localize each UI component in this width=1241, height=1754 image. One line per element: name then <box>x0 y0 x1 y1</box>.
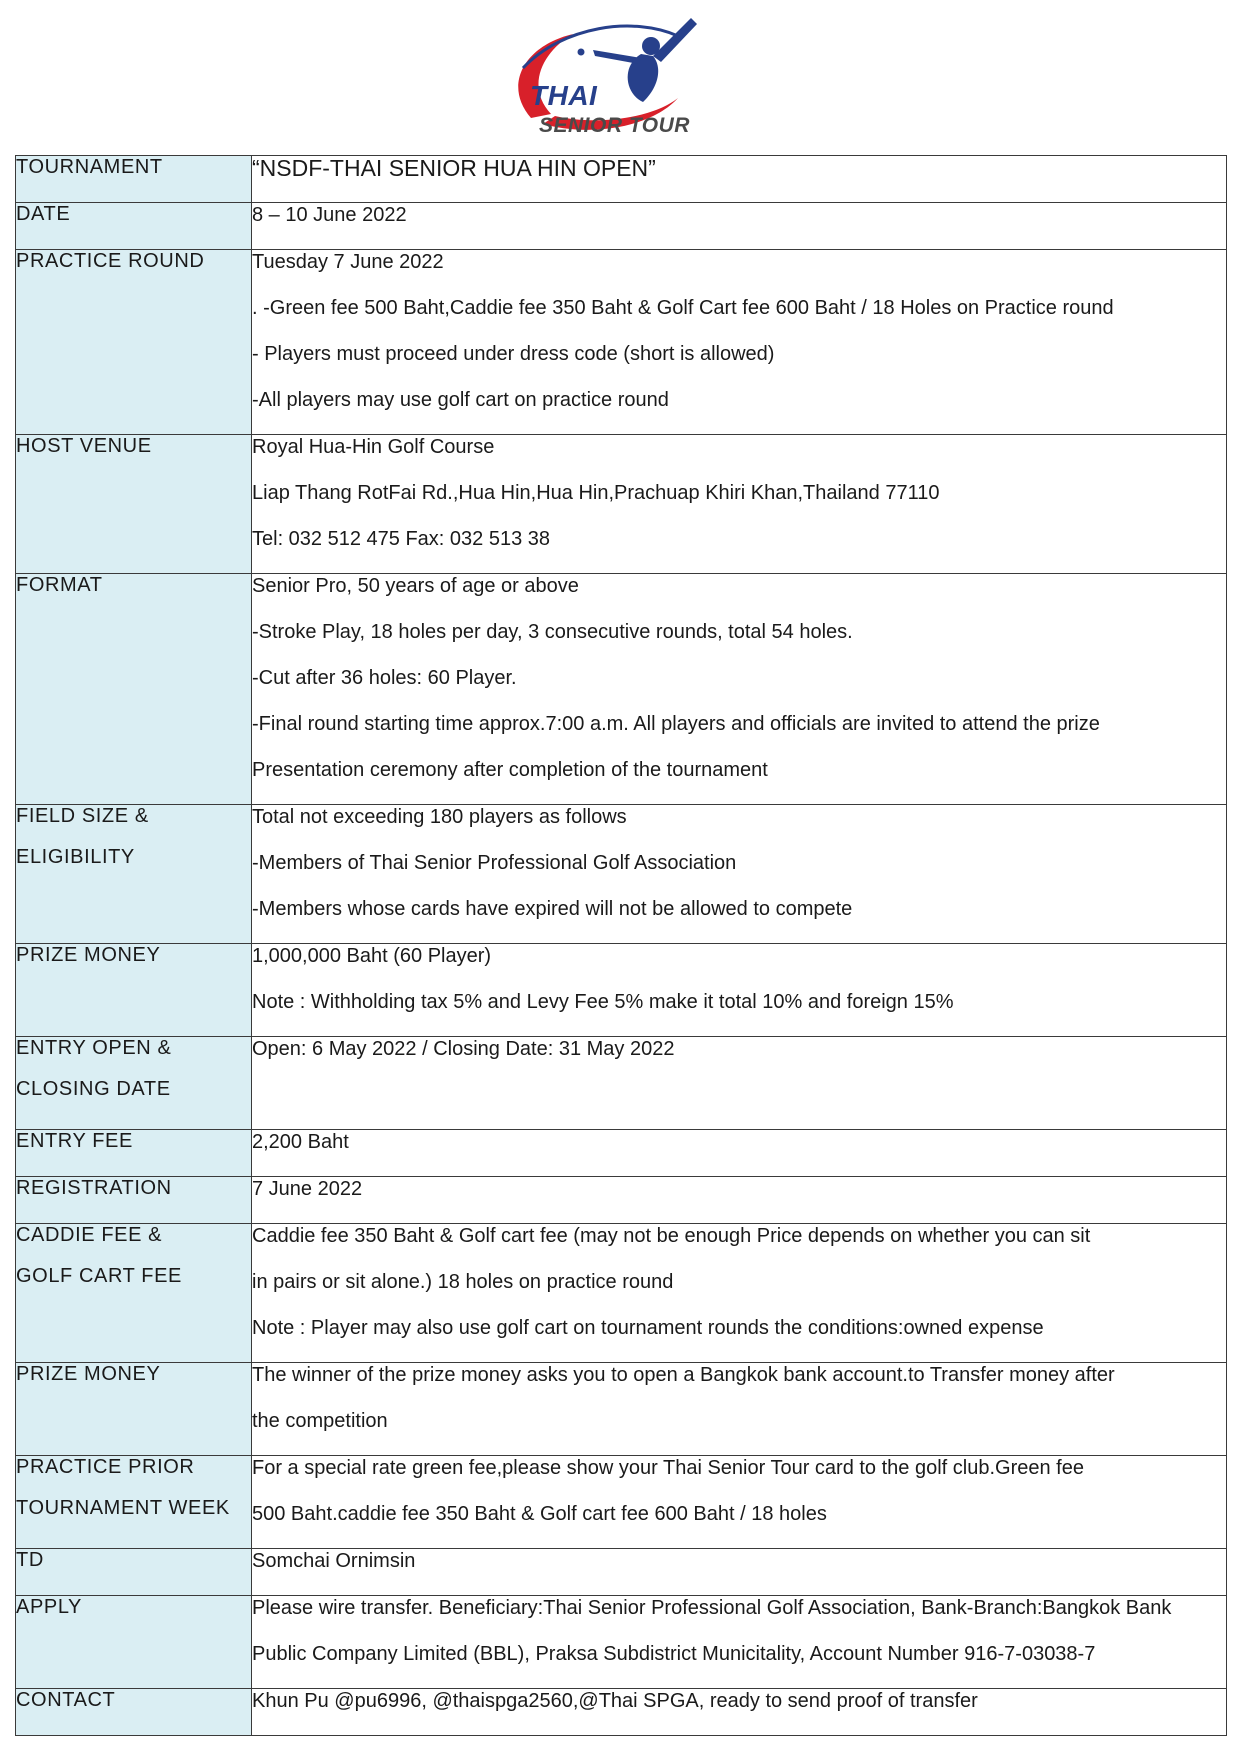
row-value-line: the competition <box>252 1410 388 1432</box>
row-value-line: Khun Pu @pu6996, @thaispga2560,@Thai SPGA, ready to send proof of transfer <box>252 1690 978 1712</box>
row-value-line: Caddie fee 350 Baht & Golf cart fee (may not be enough Price depends on whether you can sit <box>252 1225 1091 1247</box>
row-label <box>16 944 252 1037</box>
info-row <box>16 574 1227 805</box>
row-label <box>16 1177 252 1224</box>
row-value-line: The winner of the prize money asks you to open a Bangkok bank account.to Transfer money after <box>252 1364 1115 1386</box>
row-value <box>252 203 1227 250</box>
row-value <box>252 1456 1227 1549</box>
row-value <box>252 156 1227 203</box>
row-label <box>16 250 252 435</box>
row-value-line: 7 June 2022 <box>252 1178 363 1200</box>
logo-text-senior-tour: SENIOR TOUR <box>539 114 690 137</box>
info-row <box>16 1456 1227 1549</box>
row-value-line: Senior Pro, 50 years of age or above <box>252 575 579 597</box>
row-value-line: Total not exceeding 180 players as follows <box>252 806 627 828</box>
row-value <box>252 1689 1227 1736</box>
row-value <box>252 435 1227 574</box>
row-value-line: Liap Thang RotFai Rd.,Hua Hin,Hua Hin,Prachuap Khiri Khan,Thailand 77110 <box>252 482 940 504</box>
row-label-text: PRIZE MONEY <box>16 944 161 966</box>
row-label <box>16 1037 252 1130</box>
row-value-line: -Final round starting time approx.7:00 a.m. All players and officials are invited to attend the prize <box>252 713 1100 735</box>
row-label <box>16 435 252 574</box>
info-row <box>16 250 1227 435</box>
logo-text-thai: THAI <box>530 80 598 111</box>
row-label-text: FORMAT <box>16 574 103 596</box>
row-label <box>16 1549 252 1596</box>
row-value-line: Please wire transfer. Beneficiary:Thai Senior Professional Golf Association, Bank-Branch:Bangkok Bank <box>252 1597 1172 1619</box>
row-value-line: “NSDF-THAI SENIOR HUA HIN OPEN” <box>252 156 656 181</box>
info-row <box>16 1596 1227 1689</box>
row-value-line: For a special rate green fee,please show your Thai Senior Tour card to the golf club.Green fee <box>252 1457 1084 1479</box>
row-label <box>16 805 252 944</box>
tournament-info-table <box>15 155 1227 1736</box>
row-label-text: ENTRY FEE <box>16 1130 133 1152</box>
row-label <box>16 1456 252 1549</box>
row-value <box>252 1549 1227 1596</box>
row-label-text: PRIZE MONEY <box>16 1363 161 1385</box>
row-label-text: TOURNAMENT <box>16 156 163 178</box>
row-value <box>252 944 1227 1037</box>
row-label-text: CLOSING DATE <box>16 1078 171 1100</box>
info-row <box>16 944 1227 1037</box>
row-label-text: CONTACT <box>16 1689 116 1711</box>
row-value-line: 8 – 10 June 2022 <box>252 204 407 226</box>
row-value-line: 1,000,000 Baht (60 Player) <box>252 945 492 967</box>
row-value-line: Royal Hua-Hin Golf Course <box>252 436 495 458</box>
row-value-line: . -Green fee 500 Baht,Caddie fee 350 Baht & Golf Cart fee 600 Baht / 18 Holes on Practice round <box>252 297 1114 319</box>
row-label <box>16 1689 252 1736</box>
row-value-line: -Members of Thai Senior Professional Golf Association <box>252 852 737 874</box>
info-row <box>16 1130 1227 1177</box>
row-label <box>16 1224 252 1363</box>
row-label-text: HOST VENUE <box>16 435 152 457</box>
info-row <box>16 156 1227 203</box>
row-label-text: TOURNAMENT WEEK <box>16 1497 230 1519</box>
row-value <box>252 1130 1227 1177</box>
row-value-line: Note : Player may also use golf cart on tournament rounds the conditions:owned expense <box>252 1317 1044 1339</box>
info-row <box>16 805 1227 944</box>
row-value-line: -Cut after 36 holes: 60 Player. <box>252 667 517 689</box>
row-label-text: REGISTRATION <box>16 1177 172 1199</box>
row-value <box>252 1177 1227 1224</box>
row-label-text: ENTRY OPEN & <box>16 1037 172 1059</box>
row-value <box>252 1596 1227 1689</box>
row-value <box>252 574 1227 805</box>
row-label-text: DATE <box>16 203 71 225</box>
row-label <box>16 156 252 203</box>
row-label-text: PRACTICE ROUND <box>16 250 205 272</box>
row-value <box>252 1363 1227 1456</box>
row-label-text: FIELD SIZE & <box>16 805 149 827</box>
row-value-line: -Members whose cards have expired will not be allowed to compete <box>252 898 853 920</box>
row-label-text: TD <box>16 1549 44 1571</box>
row-label <box>16 1130 252 1177</box>
row-value-line: Tuesday 7 June 2022 <box>252 251 444 273</box>
row-label-text: APPLY <box>16 1596 82 1618</box>
info-row <box>16 435 1227 574</box>
info-row <box>16 1363 1227 1456</box>
row-label <box>16 203 252 250</box>
row-value-line: Somchai Ornimsin <box>252 1550 416 1572</box>
row-value <box>252 250 1227 435</box>
row-label <box>16 1596 252 1689</box>
row-value-line: in pairs or sit alone.) 18 holes on practice round <box>252 1271 674 1293</box>
row-value <box>252 805 1227 944</box>
row-label <box>16 574 252 805</box>
row-value-line: -All players may use golf cart on practice round <box>252 389 669 411</box>
info-row <box>16 1177 1227 1224</box>
row-value-line: -Stroke Play, 18 holes per day, 3 consecutive rounds, total 54 holes. <box>252 621 853 643</box>
row-label-text: GOLF CART FEE <box>16 1265 182 1287</box>
row-value-line: Open: 6 May 2022 / Closing Date: 31 May 2022 <box>252 1038 675 1060</box>
info-row <box>16 1037 1227 1130</box>
row-label-text: PRACTICE PRIOR <box>16 1456 195 1478</box>
row-value-line: 500 Baht.caddie fee 350 Baht & Golf cart fee 600 Baht / 18 holes <box>252 1503 827 1525</box>
row-value-line: Presentation ceremony after completion of the tournament <box>252 759 768 781</box>
row-label-text: ELIGIBILITY <box>16 846 135 868</box>
row-label-text: CADDIE FEE & <box>16 1224 163 1246</box>
row-value-line: 2,200 Baht <box>252 1131 349 1153</box>
info-row <box>16 203 1227 250</box>
row-value-line <box>252 1083 1226 1129</box>
info-row <box>16 1689 1227 1736</box>
row-value-line: Public Company Limited (BBL), Praksa Subdistrict Municitality, Account Number 916-7-03038-7 <box>252 1643 1096 1665</box>
row-value-line: Note : Withholding tax 5% and Levy Fee 5% make it total 10% and foreign 15% <box>252 991 954 1013</box>
row-value <box>252 1224 1227 1363</box>
row-value-line: - Players must proceed under dress code (short is allowed) <box>252 343 775 365</box>
row-label <box>16 1363 252 1456</box>
row-value <box>252 1037 1227 1130</box>
row-value-line: Tel: 032 512 475 Fax: 032 513 38 <box>252 528 551 550</box>
info-row <box>16 1224 1227 1363</box>
info-row <box>16 1549 1227 1596</box>
